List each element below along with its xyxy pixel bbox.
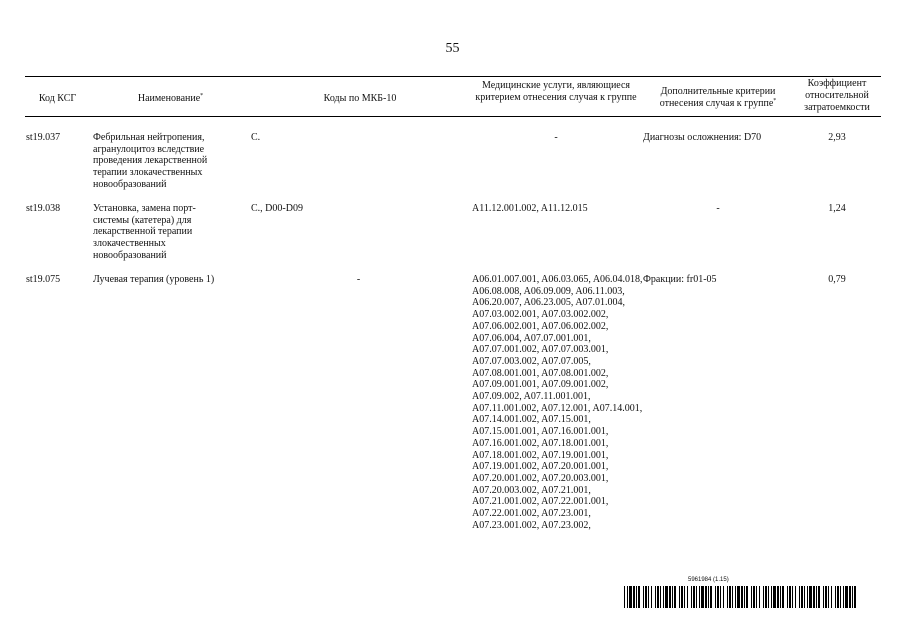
row-services: A11.12.001.002, A11.12.015 (472, 203, 588, 214)
row-mkb: C., D00-D09 (251, 203, 303, 214)
row-mkb: - (356, 274, 361, 285)
header-criteria-mark: * (773, 98, 777, 104)
header-criteria: Дополнительные критерии отнесения случая к группе* (659, 86, 777, 109)
row-name: Лучевая терапия (уровень 1) (93, 274, 215, 285)
row-coef: 2,93 (828, 132, 846, 143)
row-name: Установка, замена порт-системы (катетера) для лекарственной терапии злокачественных новообразований (93, 203, 196, 261)
row-services: A06.01.007.001, A06.03.065, A06.04.018, A06.08.008, A06.09.009, A06.11.003, A06.20.007, A06.23.005, A07.01.004, A07.03.002.001, A07.03.002.002, A07.06.002.001, A07.06.002.002, A07.06.004, A07.07.001.001, A07.07.001.002, A07.07.003.001, A07.07.003.002, A07.07.005, A07.08.001.001, A07.08.001.002, A07.09.001.001, A07.09.001.002, A07.09.002, A07.11.001.001, A07.11.001.002, A07.12.001, A07.14.001, A07.14.001.002, A07.15.001, A07.15.001.001, A07.16.001.001, A07.16.001.002, A07.18.001.001, A07.18.001.002, A07.19.001.001, A07.19.001.002, A07.20.001.001, A07.20.001.002, A07.20.003.001, A07.20.003.002, A07.21.001, A07.21.001.002, A07.22.001.001, A07.22.001.002, A07.23.001, A07.23.001.002, A07.23.002, (472, 274, 643, 531)
row-criteria: Диагнозы осложнения: D70 (643, 132, 762, 143)
page-number: 55 (445, 41, 460, 56)
table-top-rule (25, 76, 881, 77)
header-coef: Коэффициент относительной затратоемкости (804, 78, 870, 113)
row-criteria: - (716, 203, 720, 214)
header-name-mark: * (200, 93, 204, 99)
row-code: st19.075 (26, 274, 61, 285)
header-name: Наименование* (137, 93, 204, 104)
row-mkb: C. (251, 132, 261, 143)
row-code: st19.037 (26, 132, 61, 143)
header-mkb: Коды по МКБ-10 (323, 93, 397, 104)
barcode-number: 5961984 (1.15) (688, 577, 729, 583)
row-code: st19.038 (26, 203, 61, 214)
header-code: Код КСГ (38, 93, 77, 104)
row-criteria: Фракции: fr01-05 (643, 274, 717, 285)
row-coef: 0,79 (828, 274, 846, 285)
barcode (624, 586, 857, 608)
header-services: Медицинские услуги, являющиеся критерием отнесения случая к группе (475, 80, 637, 103)
row-services: - (554, 132, 558, 143)
row-name: Фебрильная нейтропения, агранулоцитоз вследствие проведения лекарственной терапии злокачественных новообразований (93, 132, 208, 190)
row-coef: 1,24 (828, 203, 846, 214)
header-bottom-rule (25, 116, 881, 117)
